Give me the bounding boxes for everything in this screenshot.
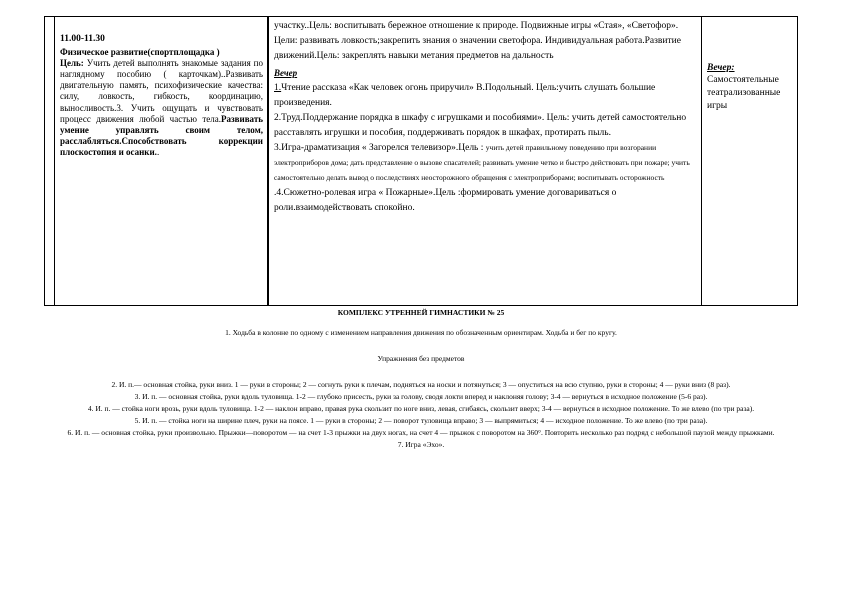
- evening-item-1: [274, 81, 697, 111]
- item-3-text: 3.Игра-драматизация « Загорелся телевизор».Цель :: [274, 143, 486, 153]
- table-column-plan: [269, 17, 702, 305]
- plan-table: [44, 16, 798, 306]
- exercise-3: 3. И. п. — основная стойка, руки вдоль туловища. 1-2 — глубоко присесть, руки за голову, сводя локти вперед и наклоняя голову; 3-4 — вернуться в исходное положение (5-6 раз).: [134, 392, 708, 401]
- evening-item-3: [274, 141, 697, 186]
- exercise-5: 5. И. п. — стойка ноги на ширине плеч, руки на поясе. 1 — руки в стороны; 2 — поворот туловища вправо; 3 — выпрямиться; 4 — исходное положение. То же влево (по три раза).: [134, 416, 708, 425]
- exercise-4: 4. И. п. — стойка ноги врозь, руки вдоль туловища. 1-2 — наклон вправо, правая рука скользит по ноге вниз, левая, сгибаясь, скользит вверх; 3-4 — вернуться в исходное положение. То же влево (по три раза).: [87, 404, 755, 413]
- table-column-empty: [45, 17, 55, 305]
- goal-paragraph: [60, 58, 263, 158]
- table-column-activity: [55, 17, 269, 305]
- time-slot: 11.00-11.30: [60, 34, 105, 44]
- evening-label: Вечер:: [707, 63, 735, 73]
- section-title: Физическое развитие(спортплощадка ): [60, 47, 220, 58]
- gymnastics-section: [30, 307, 812, 451]
- gymnastics-title: КОМПЛЕКС УТРЕННЕЙ ГИМНАСТИКИ № 25: [337, 308, 505, 317]
- exercise-6: 6. И. п. — основная стойка, руки произвольно. Прыжки—поворотом — на счет 1-3 прыжки на двух ногах, на счет 4 — прыжок с поворотом на 360°. Повторить несколько раз подряд с небольшой паузой между прыжками.: [67, 428, 775, 437]
- evening-item-4: .4.Сюжетно-ролевая игра « Пожарные».Цель :формировать умение договариваться о роли.взаимодействовать спокойно.: [274, 188, 617, 213]
- gymnastics-subtitle: Упражнения без предметов: [377, 354, 465, 363]
- exercise-2: 2. И. п.— основная стойка, руки вниз. 1 — руки в стороны; 2 — согнуть руки к плечам, подняться на носки и потянуться; 3 — опуститься на всю ступню, руки в стороны; 4 — руки вниз (8 раз).: [111, 380, 731, 389]
- evening-text: Самостоятельные театрализованные игры: [707, 75, 781, 111]
- item-3-goal: учить детей правильному поведению при возгорании электроприборов дома; дать представление о вызове спасателей; развивать умение четко и быстро действовать при пожаре; учить самостоятельно делать вывод о последствиях неосторожного обращения с электроприборами; воспитывать осторожность: [274, 143, 690, 182]
- goal-text-end: .: [156, 146, 160, 157]
- walk-paragraph: участку..Цель: воспитывать бережное отношение к природе. Подвижные игры «Стая», «Светофор». Цели: развивать ловкость;закрепить знания о значении светофора. Индивидуальная работа.Развитие движений.Цель: закреплять навыки метания предметов на дальность: [274, 21, 681, 61]
- exercise-7: 7. Игра «Эхо».: [397, 440, 445, 449]
- table-column-evening: [702, 17, 797, 305]
- goal-label: Цель:: [60, 58, 84, 69]
- goal-text: Учить детей выполнять знакомые задания по наглядному пособию ( карточкам)..Развивать двигательную память, психофизические качества: силу, ловкость, гибкость, координацию, выносливость.3. Учить ощущать и чувствовать процесс движения любой частью тела.: [60, 58, 263, 124]
- evening-item-2: 2.Труд.Поддержание порядка в шкафу с игрушками и пособиями». Цель: учить детей самостоятельно расставлять игрушки и пособия, поддерживать порядок в шкафах, протирать пыль.: [274, 113, 687, 138]
- item-1-text: Чтение рассказа «Как человек огонь приручил» В.Подольный. Цель:учить слушать большие произведения.: [274, 83, 656, 108]
- gymnastics-step-1: 1. Ходьба в колонне по одному с изменением направления движения по обозначенным ориентирам. Ходьба и бег по кругу.: [225, 328, 617, 337]
- item-1-number: 1.: [274, 83, 282, 93]
- goal-text-bold: Развивать умение управлять своим телом, расслабляться.Способствовать коррекции плоскостопия и осанки.: [60, 113, 263, 157]
- evening-heading: Вечер: [274, 68, 298, 78]
